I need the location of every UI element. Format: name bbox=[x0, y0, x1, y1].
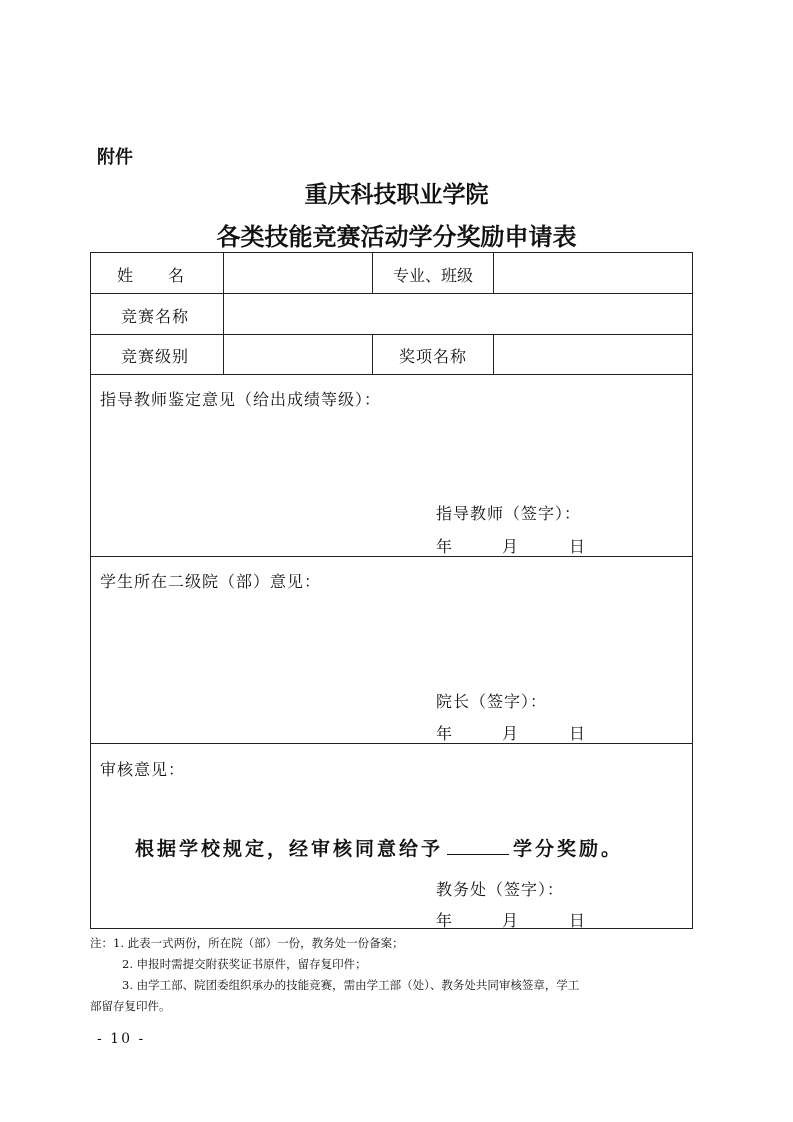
note-line: 注：1. 此表一式两份，所在院（部）一份，教务处一份备案； bbox=[90, 936, 404, 950]
advisor-date bbox=[436, 534, 596, 554]
note-line: 2. 申报时需提交附获奖证书原件，留存复印件； bbox=[122, 957, 367, 971]
application-form-table bbox=[90, 252, 693, 929]
form-notes bbox=[90, 933, 700, 1017]
form-title: 各类技能竞赛活动学分奖励申请表 bbox=[216, 223, 577, 251]
note-line: 部留存复印件。 bbox=[90, 999, 171, 1013]
competition-level-label: 竞赛级别 bbox=[121, 347, 190, 366]
advisor-opinion-title: 指导教师鉴定意见（给出成绩等级）： bbox=[100, 390, 382, 409]
academic-affairs-signature-label: 教务处（签字）： bbox=[436, 880, 565, 899]
day-label: 日 bbox=[569, 911, 586, 930]
attachment-label: 附件 bbox=[97, 147, 133, 168]
row-divider bbox=[91, 374, 692, 375]
month-label: 月 bbox=[502, 724, 519, 743]
column-divider bbox=[372, 253, 373, 293]
statement-text-before: 根据学校规定，经审核同意给予 bbox=[135, 838, 444, 860]
column-divider bbox=[493, 253, 494, 293]
statement-text-after: 学分奖励。 bbox=[513, 838, 624, 860]
month-label: 月 bbox=[502, 537, 519, 556]
review-statement bbox=[135, 834, 623, 861]
column-divider bbox=[493, 334, 494, 374]
award-name-label: 奖项名称 bbox=[398, 347, 467, 366]
year-label: 年 bbox=[436, 537, 453, 556]
month-label: 月 bbox=[502, 911, 519, 930]
school-title: 重庆科技职业学院 bbox=[304, 182, 489, 208]
name-label: 姓 名 bbox=[117, 266, 186, 285]
column-divider bbox=[223, 253, 224, 374]
section-divider bbox=[91, 556, 692, 557]
section-divider bbox=[91, 743, 692, 744]
dean-signature-label: 院长（签字）： bbox=[436, 692, 548, 711]
major-class-label: 专业、班级 bbox=[392, 266, 473, 285]
advisor-signature-label: 指导教师（签字）： bbox=[436, 504, 582, 523]
college-date bbox=[436, 721, 596, 741]
row-divider bbox=[91, 334, 692, 335]
page-number: - 10 - bbox=[97, 1031, 146, 1047]
row-divider bbox=[91, 293, 692, 294]
competition-name-label: 竞赛名称 bbox=[121, 307, 190, 326]
day-label: 日 bbox=[569, 537, 586, 556]
year-label: 年 bbox=[436, 911, 453, 930]
review-opinion-title: 审核意见： bbox=[100, 760, 186, 779]
column-divider bbox=[372, 334, 373, 374]
college-opinion-title: 学生所在二级院（部）意见： bbox=[100, 572, 322, 591]
year-label: 年 bbox=[436, 724, 453, 743]
day-label: 日 bbox=[569, 724, 586, 743]
review-date bbox=[436, 908, 596, 928]
note-line: 3. 由学工部、院团委组织承办的技能竞赛，需由学工部（处）、教务处共同审核签章，学工 bbox=[122, 978, 580, 992]
credits-blank-line bbox=[447, 853, 509, 855]
